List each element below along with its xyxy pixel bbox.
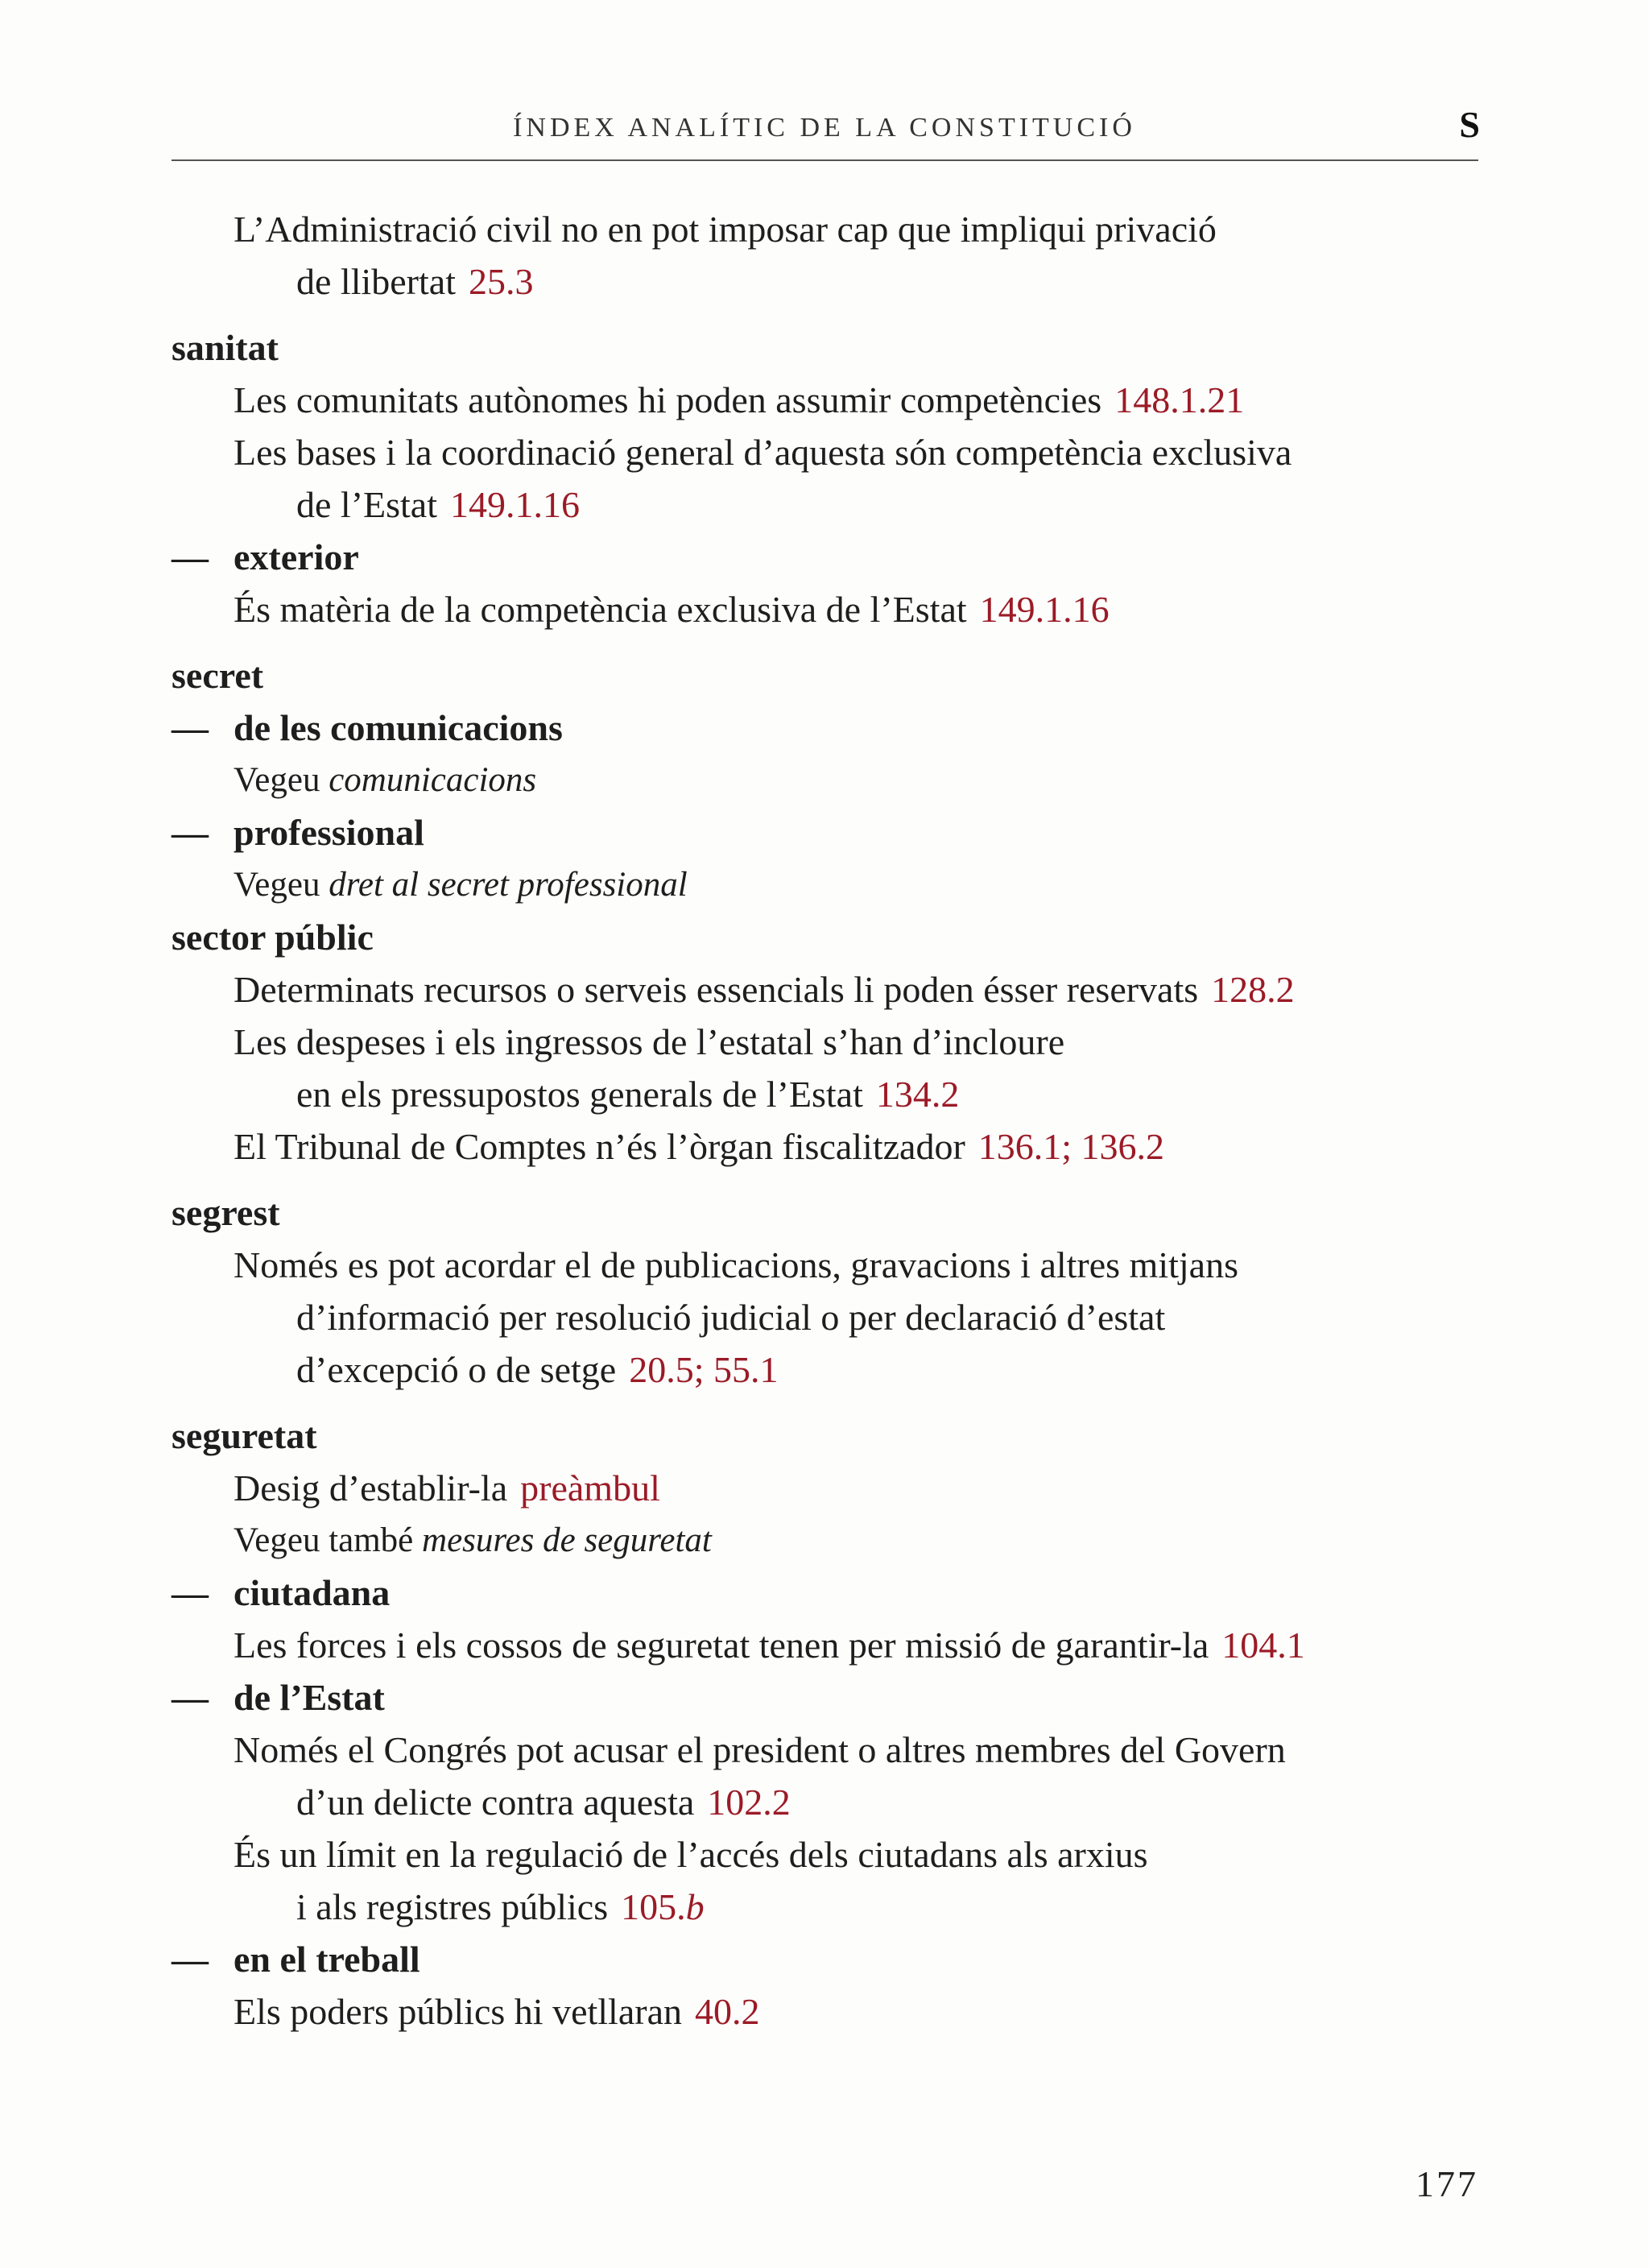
index-subterm: — exterior [172, 531, 1478, 583]
section-letter: S [1459, 104, 1480, 145]
index-term: sector públic [172, 917, 374, 958]
index-line: Les bases i la coordinació general d’aquesta són competència exclusiva [234, 432, 1292, 473]
article-ref: preàmbul [520, 1467, 660, 1509]
index-line: d’excepció o de setge 20.5; 55.1 [296, 1349, 779, 1390]
article-ref: 136.1; 136.2 [977, 1126, 1165, 1167]
header-rule [172, 159, 1478, 161]
em-dash: — [172, 707, 209, 748]
article-ref: 104.1 [1221, 1624, 1305, 1666]
index-line: de l’Estat 149.1.16 [296, 484, 580, 525]
index-line: d’un delicte contra aquesta 102.2 [296, 1782, 791, 1823]
article-ref: 20.5; 55.1 [629, 1349, 779, 1390]
index-line: i als registres públics 105.b [296, 1886, 705, 1927]
see-reference: Vegeu també mesures de seguretat [234, 1521, 712, 1559]
index-line: Les comunitats autònomes hi poden assumir competències 148.1.21 [234, 379, 1245, 420]
index-line: en els pressupostos generals de l’Estat 134.2 [296, 1074, 960, 1115]
index-line: Els poders públics hi vetllaran 40.2 [234, 1991, 760, 2032]
see-reference: Vegeu comunicacions [234, 761, 537, 799]
article-ref: 148.1.21 [1114, 379, 1245, 420]
em-dash: — [172, 1939, 209, 1980]
see-target: dret al secret professional [329, 866, 688, 904]
em-dash: — [172, 1572, 209, 1613]
index-line: Determinats recursos o serveis essencials li poden ésser reservats 128.2 [234, 969, 1295, 1010]
index-line: de llibertat 25.3 [296, 261, 534, 302]
index-line: d’informació per resolució judicial o per declaració d’estat [296, 1297, 1166, 1338]
index-subterm: — ciutadana [172, 1566, 1478, 1619]
article-ref: 149.1.16 [450, 484, 580, 525]
index-subterm: — de l’Estat [172, 1671, 1478, 1724]
see-target: comunicacions [329, 761, 537, 799]
em-dash: — [172, 536, 209, 577]
index-line: Les despeses i els ingressos de l’estatal s’han d’incloure [234, 1021, 1065, 1062]
article-ref: 25.3 [468, 261, 534, 302]
page-number: 177 [1415, 2163, 1478, 2204]
index-line: L’Administració civil no en pot imposar cap que impliqui privació [234, 209, 1217, 250]
index-term: sanitat [172, 327, 279, 368]
index-content [172, 203, 1478, 2038]
see-reference: Vegeu dret al secret professional [234, 866, 688, 904]
article-ref: 105.b [621, 1886, 705, 1927]
index-subterm: — professional [172, 806, 1478, 859]
index-subterm: — de les comunicacions [172, 702, 1478, 754]
em-dash: — [172, 812, 209, 853]
index-line: Només es pot acordar el de publicacions, gravacions i altres mitjans [234, 1244, 1238, 1285]
header-title: ÍNDEX ANALÍTIC DE LA CONSTITUCIÓ [513, 113, 1136, 143]
see-target: mesures de seguretat [422, 1521, 712, 1559]
index-line: Només el Congrés pot acusar el president o altres membres del Govern [234, 1729, 1286, 1770]
index-term: seguretat [172, 1415, 317, 1456]
index-line: El Tribunal de Comptes n’és l’òrgan fiscalitzador 136.1; 136.2 [234, 1126, 1165, 1167]
article-ref: 149.1.16 [979, 589, 1110, 630]
index-line: És un límit en la regulació de l’accés dels ciutadans als arxius [234, 1834, 1148, 1875]
article-ref: 134.2 [875, 1074, 960, 1115]
article-ref: 102.2 [707, 1782, 791, 1823]
index-subterm: — en el treball [172, 1933, 1478, 1985]
index-line: És matèria de la competència exclusiva de l’Estat 149.1.16 [234, 589, 1110, 630]
index-line: Les forces i els cossos de seguretat tenen per missió de garantir-la 104.1 [234, 1624, 1305, 1666]
index-term: secret [172, 655, 264, 696]
index-term: segrest [172, 1192, 280, 1233]
em-dash: — [172, 1677, 209, 1718]
index-line: Desig d’establir-la preàmbul [234, 1467, 660, 1509]
article-ref: 40.2 [695, 1991, 760, 2032]
article-ref: 128.2 [1211, 969, 1295, 1010]
